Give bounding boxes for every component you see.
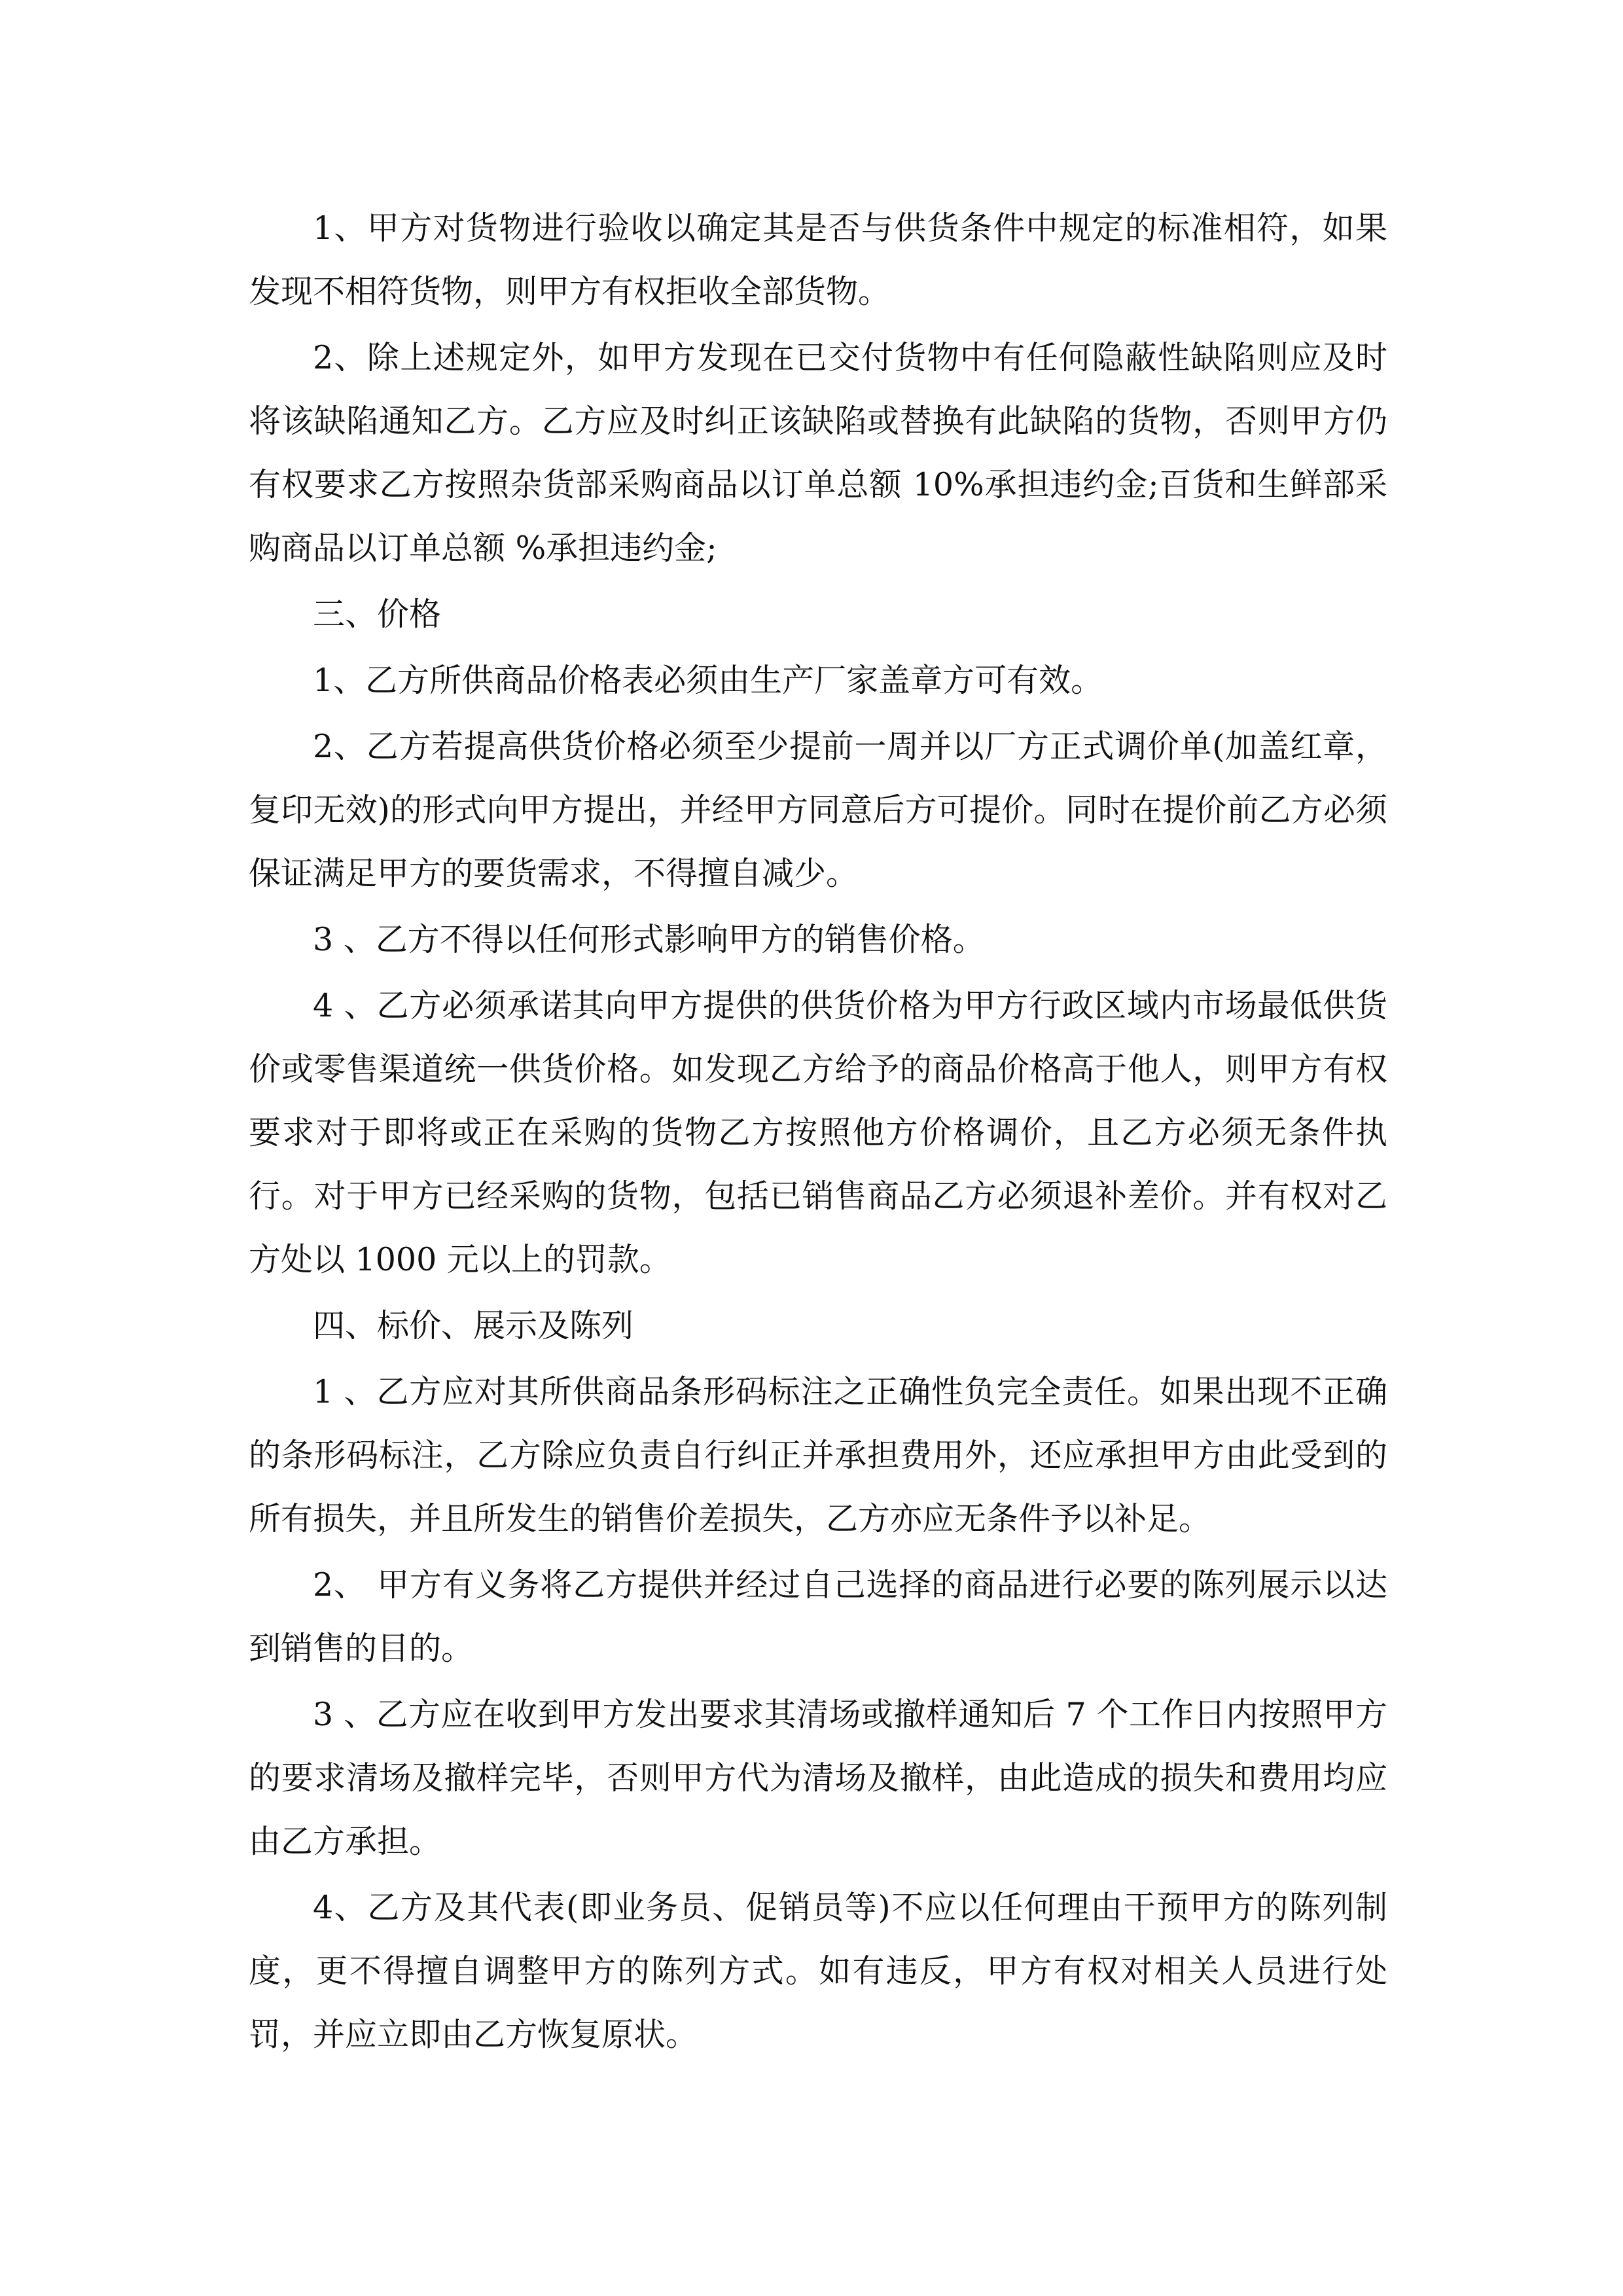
section-heading-price: 三、价格 [313,596,442,633]
paragraph-inspection-clause: 1、甲方对货物进行验收以确定其是否与供货条件中规定的标准相符，如果发现不相符货物，则甲方有权拒收全部货物。 [249,209,1387,310]
document-body [249,196,1387,2069]
paragraph-lowest-price: 4 、乙方必须承诺其向甲方提供的供货价格为甲方行政区域内市场最低供货价或零售渠道统一供货价格。如发现乙方给予的商品价格高于他人，则甲方有权要求对于即将或正在采购的货物乙方按照他方价格调价，且乙方必须无条件执行。对于甲方已经采购的货物，包括已销售商品乙方必须退补差价。并有权对乙方处以 1000 元以上的罚款。 [249,987,1387,1278]
paragraph-display-duty: 2、 甲方有义务将乙方提供并经过自己选择的商品进行必要的陈列展示以达到销售的目的。 [249,1566,1387,1667]
paragraph-display-rules: 4、乙方及其代表(即业务员、促销员等)不应以任何理由干预甲方的陈列制度，更不得擅自调整甲方的陈列方式。如有违反，甲方有权对相关人员进行处罚，并应立即由乙方恢复原状。 [249,1889,1387,2053]
section-heading-display: 四、标价、展示及陈列 [313,1307,634,1344]
paragraph-barcode: 1 、乙方应对其所供商品条形码标注之正确性负完全责任。如果出现不正确的条形码标注，乙方除应负责自行纠正并承担费用外，还应承担甲方由此受到的所有损失，并且所发生的销售价差损失，乙方亦应无条件予以补足。 [249,1373,1387,1537]
paragraph-price-increase: 2、乙方若提高供货价格必须至少提前一周并以厂方正式调价单(加盖红章，复印无效)的形式向甲方提出，并经甲方同意后方可提价。同时在提价前乙方必须保证满足甲方的要货需求，不得擅自减少。 [249,728,1387,892]
paragraph-sales-price: 3 、乙方不得以任何形式影响甲方的销售价格。 [313,921,985,958]
paragraph-clearance: 3 、乙方应在收到甲方发出要求其清场或撤样通知后 7 个工作日内按照甲方的要求清场及撤样完毕，否则甲方代为清场及撤样，由此造成的损失和费用均应由乙方承担。 [249,1696,1387,1860]
paragraph-hidden-defect-clause: 2、除上述规定外，如甲方发现在已交付货物中有任何隐蔽性缺陷则应及时将该缺陷通知乙方。乙方应及时纠正该缺陷或替换有此缺陷的货物，否则甲方仍有权要求乙方按照杂货部采购商品以订单总额 10%承担违约金;百货和生鲜部采购商品以订单总额 %承担违约金; [249,339,1387,567]
paragraph-price-list: 1、乙方所供商品价格表必须由生产厂家盖章方可有效。 [313,662,1103,699]
